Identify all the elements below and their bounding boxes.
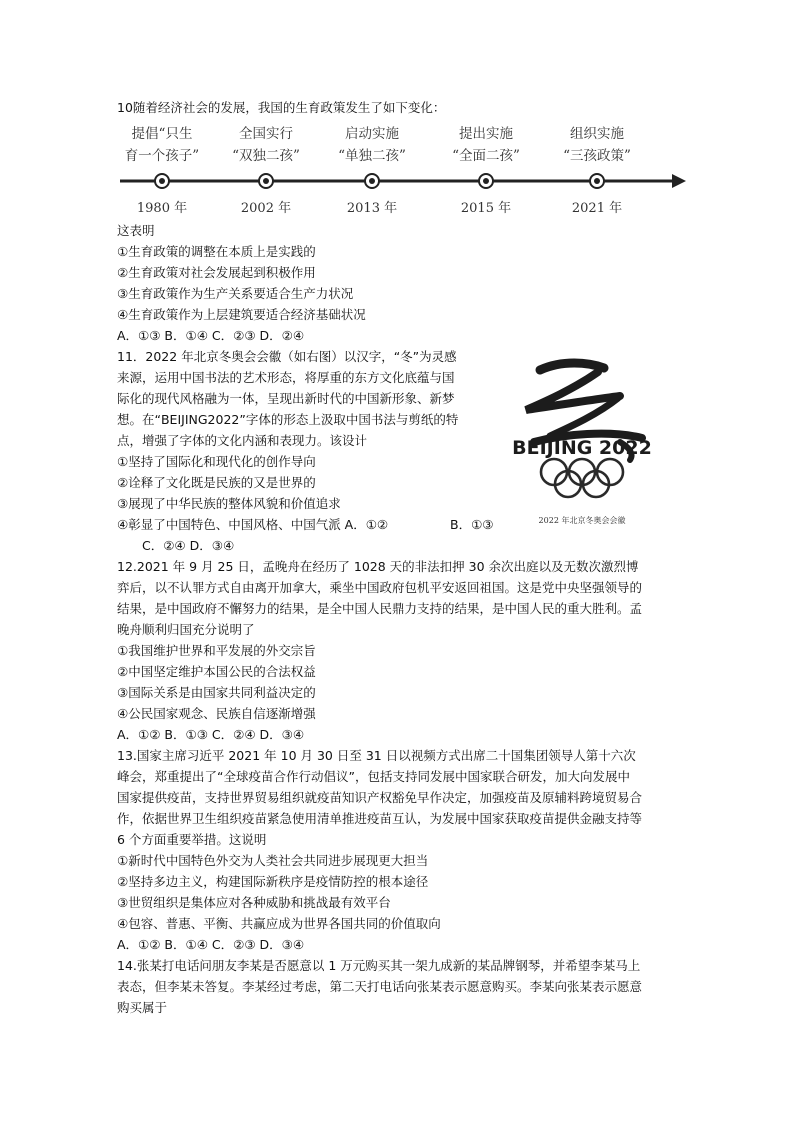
timeline-label-line2: “三孩政策” [563, 148, 631, 164]
timeline-label-line2: “全面二孩” [452, 148, 520, 164]
q11-option-2: ②诠释了文化既是民族的又是世界的 [117, 475, 316, 490]
q10-option-1: ①生育政策的调整在本质上是实践的 [117, 244, 316, 259]
timeline-label-line2: 育一个孩子” [124, 148, 200, 164]
q11-line-4: 想。在“BEIJING2022”字体的形态上汲取中国书法与剪纸的特 [117, 412, 459, 427]
q10-stem: 10随着经济社会的发展，我国的生育政策发生了如下变化： [117, 100, 446, 115]
olympic-emblem [500, 350, 665, 530]
q10-option-2: ②生育政策对社会发展起到积极作用 [117, 265, 316, 280]
q12-line-1: 12.2021 年 9 月 25 日，孟晚舟在经历了 1028 天的非法扣押 30 余次出庭以及无数次激烈博 [117, 559, 639, 574]
q13-line-4: 作，依据世界卫生组织疫苗紧急使用清单推进疫苗互认，为发展中国家获取疫苗提供金融支持等 [117, 811, 643, 826]
timeline-marker-dot-icon [594, 178, 600, 184]
timeline-arrow-icon [672, 174, 686, 188]
timeline-label-line1: 组织实施 [570, 126, 624, 142]
olympic-rings-icon [541, 459, 623, 497]
q11-option-1: ①坚持了国际化和现代化的创作导向 [117, 454, 316, 469]
q12-option-3: ③国际关系是由国家共同利益决定的 [117, 685, 316, 700]
q10-lead: 这表明 [117, 223, 155, 238]
q13-option-1: ①新时代中国特色外交为人类社会共同进步展现更大担当 [117, 853, 429, 868]
timeline-marker-dot-icon [263, 178, 269, 184]
q12-option-1: ①我国维护世界和平发展的外交宗旨 [117, 643, 316, 658]
timeline-node-2 [232, 126, 300, 216]
emblem-caption: 2022 年北京冬奥会会徽 [538, 516, 626, 525]
timeline-label-line2: “单独二孩” [338, 148, 406, 164]
timeline-node-5 [563, 126, 631, 216]
timeline-label-line2: “双独二孩” [232, 148, 300, 164]
q11-line-3: 际化的现代风格融为一体，呈现出新时代的中国新形象、新梦 [117, 391, 455, 406]
emblem-wordmark: BEIJING 2022 [512, 437, 652, 459]
q14-line-1: 14.张某打电话问朋友李某是否愿意以 1 万元购买其一架九成新的某品牌钢琴，并希望李某马上 [117, 958, 641, 973]
timeline-label-line1: 提倡“只生 [131, 126, 193, 142]
q10-option-4: ④生育政策作为上层建筑要适合经济基础状况 [117, 307, 366, 322]
q13-line-2: 峰会，郑重提出了“全球疫苗合作行动倡议”，包括支持同发展中国家联合研发，加大向发展中 [117, 769, 630, 784]
q13-option-3: ③世贸组织是集体应对各种威胁和挑战最有效平台 [117, 895, 391, 910]
q12-line-2: 弈后，以不认罪方式自由离开加拿大，乘坐中国政府包机平安返回祖国。这是党中央坚强领导的 [117, 580, 643, 595]
timeline-year: 2015 年 [460, 201, 512, 216]
q13-option-2: ②坚持多边主义，构建国际新秩序是疫情防控的根本途径 [117, 874, 429, 889]
q13-choices: A．①② B．①④ C．②③ D．③④ [117, 937, 305, 952]
q11-choice-b: B．①③ [450, 517, 494, 532]
q12-option-2: ②中国坚定维护本国公民的合法权益 [117, 664, 316, 679]
q14-line-3: 购买属于 [117, 1000, 168, 1015]
q12-line-3: 结果，是中国政府不懈努力的结果，是全中国人民鼎力支持的结果，是中国人民的重大胜利。孟 [117, 601, 643, 616]
q10-option-3: ③生育政策作为生产关系要适合生产力状况 [117, 286, 354, 301]
timeline-node-1 [125, 125, 199, 216]
q13-line-5: 6 个方面重要举措。这说明 [117, 832, 267, 847]
timeline-label-line1: 提出实施 [459, 126, 513, 142]
timeline-node-4 [452, 125, 520, 216]
q10-choices: A．①③ B．①④ C．②③ D．②④ [117, 328, 305, 343]
timeline-year: 2013 年 [346, 201, 398, 216]
timeline-year: 1980 年 [136, 201, 188, 216]
q12-option-4: ④公民国家观念、民族自信逐渐增强 [117, 706, 316, 721]
timeline-label-line1: 全国实行 [239, 126, 293, 142]
q13-line-1: 13.国家主席习近平 2021 年 10 月 30 日至 31 日以视频方式出席二十国集团领导人第十六次 [117, 748, 636, 763]
q11-choices-cd: C．②④ D．③④ [142, 538, 235, 553]
q11-line-2: 来源，运用中国书法的艺术形态，将厚重的东方文化底蕴与国 [117, 370, 455, 385]
q13-option-4: ④包容、普惠、平衡、共赢应成为世界各国共同的价值取向 [117, 916, 441, 931]
timeline-marker-dot-icon [159, 178, 165, 184]
timeline-label-line1: 启动实施 [345, 126, 399, 142]
q11-line-5: 点，增强了字体的文化内涵和表现力。该设计 [117, 433, 368, 448]
q11-option-4: ④彰显了中国特色、中国风格、中国气派 A．①② [117, 517, 389, 532]
q14-line-2: 表态，但李某未答复。李某经过考虑，第二天打电话向张某表示愿意购买。李某向张某表示愿意 [117, 979, 643, 994]
timeline-year: 2021 年 [571, 201, 623, 216]
timeline-marker-dot-icon [369, 178, 375, 184]
policy-timeline [112, 118, 692, 222]
timeline-marker-dot-icon [483, 178, 489, 184]
q11-option-3: ③展现了中华民族的整体风貌和价值追求 [117, 496, 341, 511]
q11-line-1: 11．2022 年北京冬奥会会徽（如右图）以汉字，“冬”为灵感 [117, 349, 457, 364]
q12-choices: A．①② B．①③ C．②④ D．③④ [117, 727, 305, 742]
timeline-year: 2002 年 [240, 201, 292, 216]
timeline-node-3 [338, 125, 406, 216]
q13-line-3: 国家提供疫苗，支持世界贸易组织就疫苗知识产权豁免早作决定，加强疫苗及原辅料跨境贸易合 [117, 790, 643, 805]
q12-line-4: 晚舟顺利归国充分说明了 [117, 622, 255, 637]
